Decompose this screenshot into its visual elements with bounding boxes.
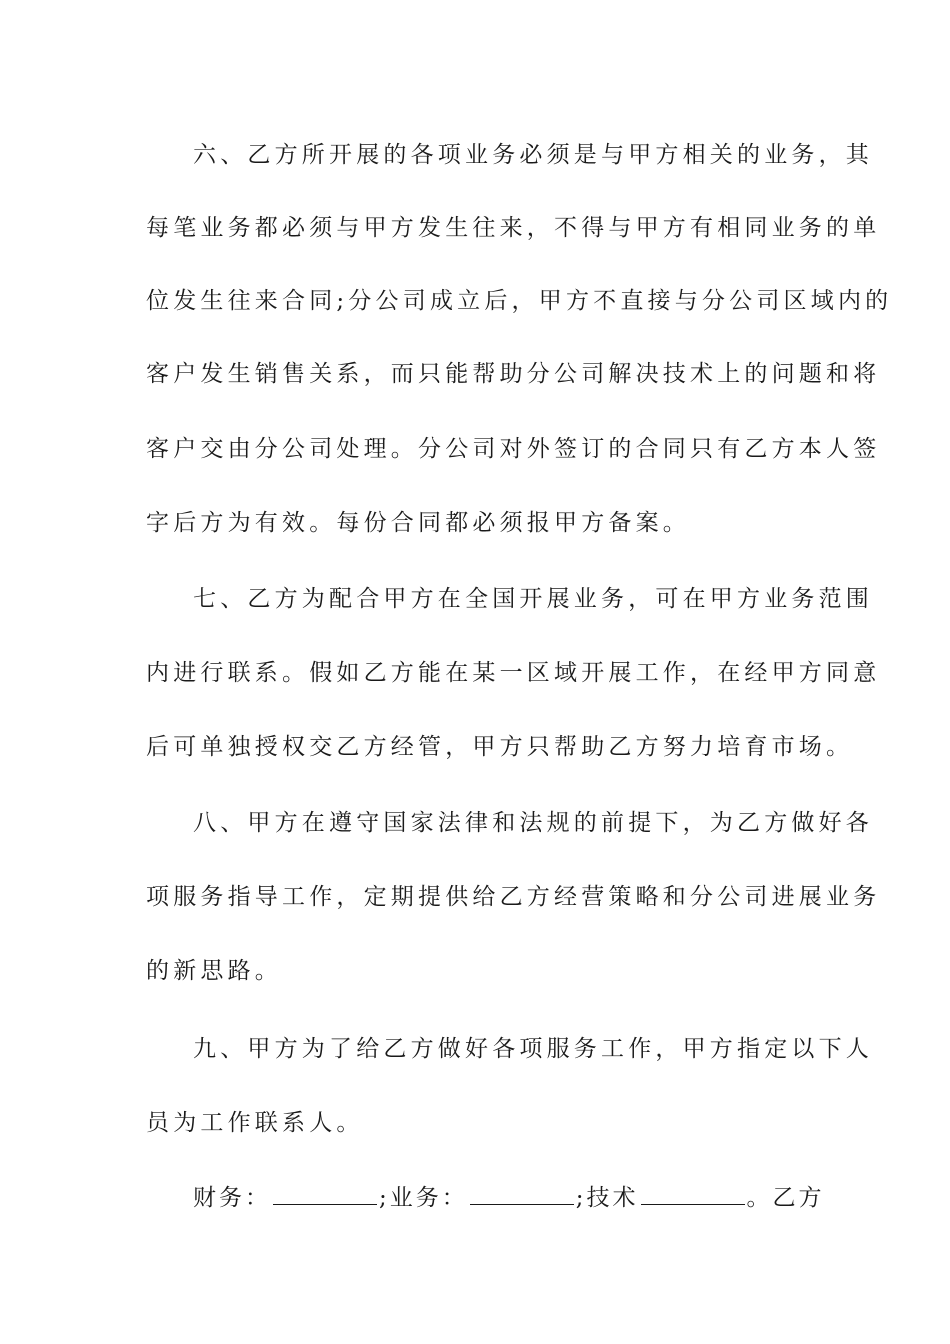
p6-line-6: 字后方为有效。每份合同都必须报甲方备案。 <box>146 510 690 536</box>
p6-line-2: 每笔业务都必须与甲方发生往来，不得与甲方有相同业务的单 <box>146 215 881 241</box>
p7-line-2: 内进行联系。假如乙方能在某一区域开展工作，在经甲方同意 <box>146 660 881 686</box>
p6-line-4: 客户发生销售关系，而只能帮助分公司解决技术上的问题和将 <box>146 361 881 387</box>
p8-line-2: 项服务指导工作，定期提供给乙方经营策略和分公司进展业务 <box>146 884 881 910</box>
tech-label: ;技术 <box>575 1185 639 1211</box>
tech-blank <box>641 1184 745 1205</box>
p6-line-5: 客户交由分公司处理。分公司对外签订的合同只有乙方本人签 <box>146 436 881 462</box>
finance-blank <box>273 1184 377 1205</box>
contacts-tail: 。乙方 <box>746 1185 825 1211</box>
p8-line-1: 八、甲方在遵守国家法律和法规的前提下，为乙方做好各 <box>193 810 873 836</box>
p9-line-2: 员为工作联系人。 <box>146 1110 364 1136</box>
finance-label: 财务： <box>193 1185 271 1211</box>
p9-line-1: 九、甲方为了给乙方做好各项服务工作，甲方指定以下人 <box>193 1036 873 1062</box>
p7-line-1: 七、乙方为配合甲方在全国开展业务，可在甲方业务范围 <box>193 586 873 612</box>
contacts-line <box>193 1183 825 1213</box>
p6-line-3: 位发生往来合同;分公司成立后，甲方不直接与分公司区域内的 <box>146 288 893 314</box>
business-label: ;业务： <box>379 1185 468 1211</box>
p8-line-3: 的新思路。 <box>146 958 282 984</box>
p6-line-1: 六、乙方所开展的各项业务必须是与甲方相关的业务，其 <box>193 142 873 168</box>
p7-line-3: 后可单独授权交乙方经管，甲方只帮助乙方努力培育市场。 <box>146 734 854 760</box>
business-blank <box>470 1184 574 1205</box>
